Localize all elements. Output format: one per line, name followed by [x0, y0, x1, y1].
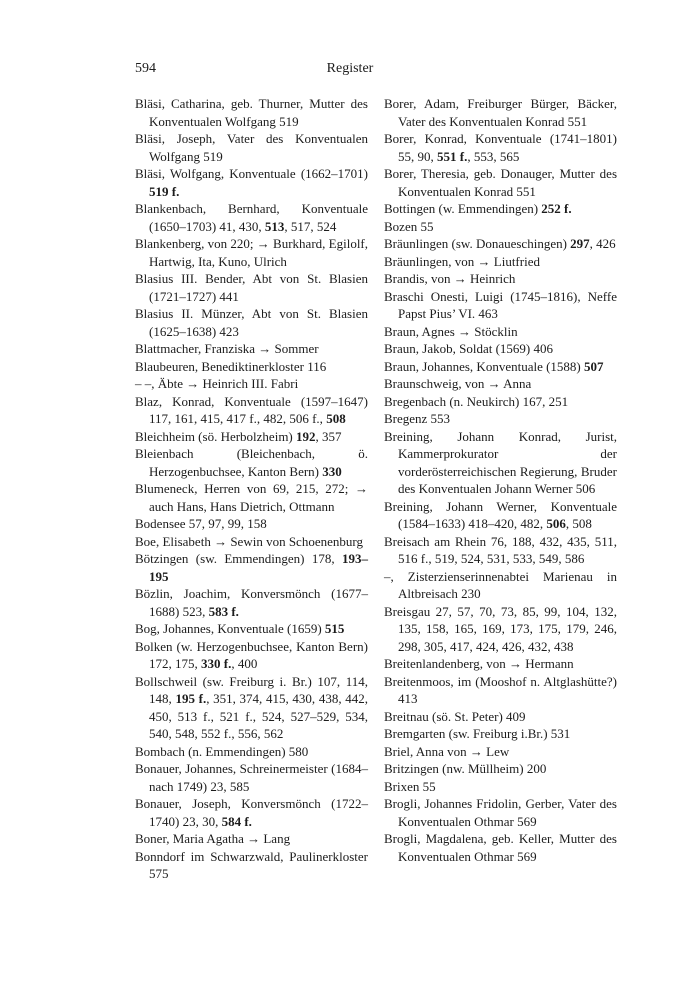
- index-entry-text: Bonndorf im Schwarzwald, Paulinerkloster 575: [135, 848, 368, 881]
- index-entry: [135, 358, 368, 376]
- index-entry-primary-ref: 519 f.: [149, 183, 180, 199]
- index-entry-text: Brogli, Johannes Fridolin, Gerber, Vater des Konventualen Othmar 569: [384, 796, 617, 829]
- index-entry: [135, 130, 368, 165]
- index-entry: [135, 533, 368, 551]
- index-entry: [384, 95, 617, 130]
- index-entry-text: Brixen 55: [384, 778, 436, 794]
- index-entry-text: Brogli, Magdalena, geb. Keller, Mutter des Konventualen Othmar 569: [384, 831, 617, 864]
- index-entry-text: , 400: [231, 656, 258, 671]
- index-entry-text: Blumeneck, Herren von 69, 215, 272; → auch Hans, Hans Dietrich, Ottmann: [135, 481, 368, 514]
- index-entry-text: , 357: [315, 428, 342, 444]
- index-entry: [135, 445, 368, 480]
- index-entry: [135, 270, 368, 305]
- index-entry-text: Bläsi, Joseph, Vater des Konventualen Wolfgang 519: [135, 131, 368, 164]
- index-entry: [384, 410, 617, 428]
- index-entry: [135, 760, 368, 795]
- index-entry-primary-ref: 297: [570, 236, 590, 251]
- index-entry-text: Bollschweil (sw. Freiburg i. Br.) 107, 114, 148,: [135, 673, 368, 706]
- index-entry: [384, 533, 617, 568]
- index-entry-text: Bleienbach (Bleichenbach, ö. Herzogenbuchsee, Kanton Bern): [135, 446, 368, 479]
- index-entry-text: Borer, Adam, Freiburger Bürger, Bäcker, Vater des Konventualen Konrad 551: [384, 96, 617, 129]
- index-entry-primary-ref: 195 f.: [175, 691, 207, 706]
- index-entry: [384, 708, 617, 726]
- index-entry: [384, 795, 617, 830]
- index-entry: [384, 655, 617, 673]
- running-head: Register: [326, 61, 374, 76]
- index-entry: [135, 515, 368, 533]
- index-entry: [384, 760, 617, 778]
- index-entry-text: Braun, Jakob, Soldat (1569) 406: [384, 341, 553, 356]
- index-entry-primary-ref: 551 f.: [437, 148, 468, 164]
- index-entry-text: , 351, 374, 415, 430, 438, 442, 450, 513 f., 521 f., 524, 527–529, 534, 540, 548, 552 f., 556, 562: [149, 691, 369, 741]
- index-entry-text: Breitenlandenberg, von → Hermann: [384, 656, 574, 671]
- index-entry-text: Borer, Theresia, geb. Donauger, Mutter des Konventualen Konrad 551: [384, 166, 617, 199]
- index-entry-primary-ref: 513: [264, 218, 285, 234]
- index-entry: [384, 725, 617, 743]
- index-entry-text: – –, Äbte → Heinrich III. Fabri: [135, 376, 299, 391]
- index-entry-text: Bremgarten (sw. Freiburg i.Br.) 531: [384, 726, 571, 741]
- index-entry-text: Britzingen (nw. Müllheim) 200: [384, 761, 547, 776]
- index-entry-primary-ref: 252 f.: [541, 201, 572, 216]
- index-entry-text: Borer, Konrad, Konventuale (1741–1801) 55, 90,: [384, 131, 617, 164]
- index-entry: [135, 830, 368, 848]
- index-entry-text: Blankenbach, Bernhard, Konventuale (1650–1703) 41, 430,: [135, 201, 368, 234]
- index-entry-primary-ref: 583 f.: [208, 603, 239, 619]
- index-entry: [384, 165, 617, 200]
- index-entry-text: Braun, Johannes, Konventuale (1588): [384, 358, 585, 374]
- index-entry: [384, 428, 617, 498]
- index-entry-text: Bonauer, Joseph, Konversmönch (1722–1740) 23, 30,: [135, 796, 368, 829]
- index-entry: [384, 253, 617, 271]
- index-entry: [384, 375, 617, 393]
- index-entry-primary-ref: 330 f.: [201, 656, 232, 671]
- index-entry: [135, 340, 368, 358]
- index-entry: [135, 848, 368, 883]
- index-entry: [384, 743, 617, 761]
- index-entry-text: Braschi Onesti, Luigi (1745–1816), Neffe Papst Pius’ VI. 463: [384, 288, 617, 321]
- index-entry-primary-ref: 515: [324, 621, 345, 636]
- index-entry: [135, 200, 368, 235]
- index-entry-text: Breitnau (sö. St. Peter) 409: [384, 708, 526, 724]
- index-entry-text: Bregenbach (n. Neukirch) 167, 251: [384, 393, 569, 409]
- index-entry: [384, 323, 617, 341]
- index-entry-text: Bottingen (w. Emmendingen): [384, 201, 542, 216]
- index-entry-text: Bözlin, Joachim, Konversmönch (1677–1688) 523,: [135, 586, 368, 619]
- index-entry: [384, 393, 617, 411]
- index-entry: [135, 480, 368, 515]
- index-entry-text: Blaz, Konrad, Konventuale (1597–1647) 117, 161, 415, 417 f., 482, 506 f.,: [135, 393, 368, 426]
- index-entry: [135, 550, 368, 585]
- index-entry-text: Bregenz 553: [384, 411, 451, 426]
- index-entry: [384, 288, 617, 323]
- index-entry-text: Bombach (n. Emmendingen) 580: [135, 743, 309, 759]
- index-entry-text: Boe, Elisabeth → Sewin von Schoenenburg: [135, 533, 363, 549]
- index-entry: [135, 235, 368, 270]
- index-entry: [384, 830, 617, 865]
- index-entry-text: Braunschweig, von → Anna: [384, 376, 532, 391]
- index-entry-text: Bötzingen (sw. Emmendingen) 178,: [135, 551, 342, 566]
- index-entry: [135, 673, 368, 743]
- index-entry-text: Breisgau 27, 57, 70, 73, 85, 99, 104, 132, 135, 158, 165, 169, 173, 175, 179, 246, 298, 305, 417, 424, 426, 432, 438: [384, 603, 617, 654]
- index-entry-primary-ref: 584 f.: [221, 813, 252, 829]
- index-entry: [384, 218, 617, 236]
- index-entry-text: Blasius II. Münzer, Abt von St. Blasien (1625–1638) 423: [135, 306, 368, 339]
- index-entry: [135, 305, 368, 340]
- index-entry-text: Bläsi, Catharina, geb. Thurner, Mutter des Konventualen Wolfgang 519: [135, 96, 368, 129]
- index-entry-text: Boner, Maria Agatha → Lang: [135, 831, 291, 846]
- index-entry-primary-ref: 330: [322, 463, 342, 479]
- index-entry-text: –, Zisterzienserinnenabtei Marienau in Altbreisach 230: [384, 568, 617, 601]
- index-entry: [135, 638, 368, 673]
- index-entry: [135, 428, 368, 446]
- index-entry-primary-ref: 508: [326, 411, 346, 426]
- index-entry-primary-ref: 507: [584, 358, 604, 374]
- index-entry: [384, 778, 617, 796]
- index-entry: [384, 603, 617, 656]
- index-entry: [135, 743, 368, 761]
- index-entry-primary-ref: 506: [546, 516, 566, 531]
- index-entry-text: , 508: [565, 516, 592, 531]
- index-entry-text: Bräunlingen (sw. Donaueschingen): [384, 236, 571, 251]
- index-entry-text: Blaubeuren, Benediktinerkloster 116: [135, 358, 327, 374]
- index-entry-text: Bodensee 57, 97, 99, 158: [135, 516, 267, 531]
- index-entry: [135, 795, 368, 830]
- index-entry: [135, 393, 368, 428]
- index-entry-text: Bräunlingen, von → Liutfried: [384, 253, 540, 269]
- index-column-left: [135, 95, 368, 883]
- index-entry-text: Blattmacher, Franziska → Sommer: [135, 341, 319, 356]
- index-entry-text: Blasius III. Bender, Abt von St. Blasien (1721–1727) 441: [135, 271, 368, 304]
- index-entry: [384, 200, 617, 218]
- index-entry: [135, 95, 368, 130]
- index-entry: [384, 340, 617, 358]
- index-entry-primary-ref: 192: [296, 428, 316, 444]
- index-entry-text: Bleichheim (sö. Herbolzheim): [135, 428, 297, 444]
- index-entry-text: , 426: [589, 236, 616, 251]
- page-number: 594: [135, 61, 156, 76]
- index-entry-text: , 553, 565: [467, 148, 520, 164]
- index-entry-text: Bolken (w. Herzogenbuchsee, Kanton Bern) 172, 175,: [135, 638, 368, 671]
- index-entry: [384, 270, 617, 288]
- index-entry-text: Braun, Agnes → Stöcklin: [384, 323, 518, 339]
- index-entry-text: Breisach am Rhein 76, 188, 432, 435, 511, 516 f., 519, 524, 531, 533, 549, 586: [384, 533, 617, 566]
- index-entry-text: Bozen 55: [384, 218, 434, 234]
- index-entry-text: Blankenberg, von 220; → Burkhard, Egilolf, Hartwig, Ita, Kuno, Ulrich: [135, 236, 369, 269]
- index-entry-text: , 517, 524: [284, 218, 337, 234]
- index-entry: [384, 130, 617, 165]
- index-entry-primary-ref: 193–195: [149, 551, 368, 584]
- index-entry: [384, 235, 617, 253]
- index-entry-text: Bog, Johannes, Konventuale (1659): [135, 621, 325, 636]
- index-entry: [384, 568, 617, 603]
- index-entry: [384, 358, 617, 376]
- index-entry-text: Breining, Johann Werner, Konventuale (1584–1633) 418–420, 482,: [384, 498, 617, 531]
- index-entry-text: Bonauer, Johannes, Schreinermeister (1684–nach 1749) 23, 585: [135, 761, 368, 794]
- index-entry-text: Brandis, von → Heinrich: [384, 271, 516, 286]
- index-entry-text: Bläsi, Wolfgang, Konventuale (1662–1701): [135, 166, 368, 181]
- index-entry: [135, 620, 368, 638]
- index-entry: [135, 585, 368, 620]
- index-entry: [384, 498, 617, 533]
- index-entry: [135, 375, 368, 393]
- index-entry-text: Briel, Anna von → Lew: [384, 743, 510, 759]
- index-entry: [135, 165, 368, 200]
- index-column-right: [384, 95, 617, 865]
- index-entry: [384, 673, 617, 708]
- index-entry-text: Breining, Johann Konrad, Jurist, Kammerprokurator der vorderösterreichischen Regierung, Bruder des Konventualen Johann Werner 506: [384, 428, 617, 496]
- index-entry-text: Breitenmoos, im (Mooshof n. Altglashütte?) 413: [384, 673, 617, 706]
